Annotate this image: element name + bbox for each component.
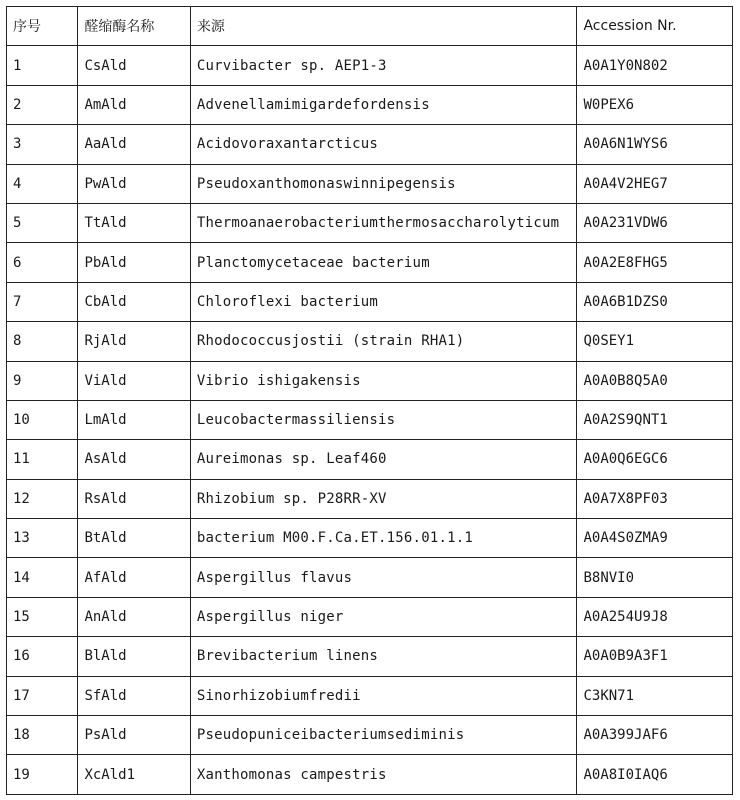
cell-index: 7 <box>7 282 78 321</box>
cell-source: Aspergillus flavus <box>190 558 577 597</box>
cell-source: Xanthomonas campestris <box>190 755 577 794</box>
cell-accession: Q0SEY1 <box>577 322 733 361</box>
cell-enzyme-name: BtAld <box>78 519 190 558</box>
cell-enzyme-name: SfAld <box>78 676 190 715</box>
cell-enzyme-name: TtAld <box>78 203 190 242</box>
cell-source: Planctomycetaceae bacterium <box>190 243 577 282</box>
cell-accession: A0A4S0ZMA9 <box>577 519 733 558</box>
aldolase-table <box>6 6 733 795</box>
cell-index: 5 <box>7 203 78 242</box>
cell-source: Acidovoraxantarcticus <box>190 125 577 164</box>
cell-accession: A0A1Y0N802 <box>577 46 733 85</box>
cell-enzyme-name: LmAld <box>78 400 190 439</box>
cell-accession: A0A0B8Q5A0 <box>577 361 733 400</box>
table-row <box>7 558 733 597</box>
table-row <box>7 85 733 124</box>
cell-source: Aspergillus niger <box>190 597 577 636</box>
table-row <box>7 282 733 321</box>
table-row <box>7 637 733 676</box>
table-row <box>7 243 733 282</box>
cell-enzyme-name: AfAld <box>78 558 190 597</box>
cell-accession: W0PEX6 <box>577 85 733 124</box>
cell-enzyme-name: XcAld1 <box>78 755 190 794</box>
cell-index: 17 <box>7 676 78 715</box>
table-row <box>7 755 733 794</box>
table-header-row <box>7 7 733 46</box>
cell-accession: A0A2S9QNT1 <box>577 400 733 439</box>
header-source: 来源 <box>190 7 577 46</box>
cell-enzyme-name: BlAld <box>78 637 190 676</box>
cell-enzyme-name: CsAld <box>78 46 190 85</box>
cell-accession: A0A2E8FHG5 <box>577 243 733 282</box>
table-row <box>7 479 733 518</box>
cell-source: Sinorhizobiumfredii <box>190 676 577 715</box>
cell-accession: B8NVI0 <box>577 558 733 597</box>
cell-enzyme-name: PwAld <box>78 164 190 203</box>
cell-accession: A0A6N1WYS6 <box>577 125 733 164</box>
cell-index: 1 <box>7 46 78 85</box>
cell-source: Aureimonas sp. Leaf460 <box>190 440 577 479</box>
table-row <box>7 597 733 636</box>
cell-index: 19 <box>7 755 78 794</box>
cell-index: 8 <box>7 322 78 361</box>
cell-source: Pseudopuniceibacteriumsediminis <box>190 716 577 755</box>
cell-index: 2 <box>7 85 78 124</box>
header-enzyme-name: 醛缩酶名称 <box>78 7 190 46</box>
cell-index: 4 <box>7 164 78 203</box>
cell-enzyme-name: ViAld <box>78 361 190 400</box>
cell-index: 18 <box>7 716 78 755</box>
cell-accession: A0A0Q6EGC6 <box>577 440 733 479</box>
cell-enzyme-name: AmAld <box>78 85 190 124</box>
cell-index: 10 <box>7 400 78 439</box>
cell-accession: A0A254U9J8 <box>577 597 733 636</box>
cell-accession: A0A399JAF6 <box>577 716 733 755</box>
cell-index: 14 <box>7 558 78 597</box>
header-index: 序号 <box>7 7 78 46</box>
table-row <box>7 676 733 715</box>
table-row <box>7 440 733 479</box>
table-body <box>7 46 733 794</box>
cell-source: Vibrio ishigakensis <box>190 361 577 400</box>
cell-accession: A0A8I0IAQ6 <box>577 755 733 794</box>
cell-source: Advenellamimigardefordensis <box>190 85 577 124</box>
table-row <box>7 519 733 558</box>
cell-source: Brevibacterium linens <box>190 637 577 676</box>
cell-enzyme-name: AaAld <box>78 125 190 164</box>
cell-index: 6 <box>7 243 78 282</box>
table-row <box>7 46 733 85</box>
cell-accession: A0A231VDW6 <box>577 203 733 242</box>
table-row <box>7 716 733 755</box>
cell-accession: A0A7X8PF03 <box>577 479 733 518</box>
table-row <box>7 164 733 203</box>
cell-index: 9 <box>7 361 78 400</box>
header-accession: Accession Nr. <box>577 7 733 46</box>
cell-enzyme-name: PbAld <box>78 243 190 282</box>
cell-source: Chloroflexi bacterium <box>190 282 577 321</box>
cell-source: Thermoanaerobacteriumthermosaccharolyticum <box>190 203 577 242</box>
cell-enzyme-name: RsAld <box>78 479 190 518</box>
cell-source: bacterium M00.F.Ca.ET.156.01.1.1 <box>190 519 577 558</box>
cell-index: 16 <box>7 637 78 676</box>
cell-index: 12 <box>7 479 78 518</box>
cell-index: 3 <box>7 125 78 164</box>
table-row <box>7 322 733 361</box>
cell-index: 13 <box>7 519 78 558</box>
cell-source: Rhodococcusjostii (strain RHA1) <box>190 322 577 361</box>
table-row <box>7 203 733 242</box>
table-row <box>7 400 733 439</box>
cell-accession: A0A6B1DZS0 <box>577 282 733 321</box>
cell-enzyme-name: AnAld <box>78 597 190 636</box>
cell-accession: A0A0B9A3F1 <box>577 637 733 676</box>
cell-source: Leucobactermassiliensis <box>190 400 577 439</box>
cell-enzyme-name: PsAld <box>78 716 190 755</box>
table-row <box>7 361 733 400</box>
cell-accession: C3KN71 <box>577 676 733 715</box>
table-row <box>7 125 733 164</box>
cell-source: Pseudoxanthomonaswinnipegensis <box>190 164 577 203</box>
cell-source: Rhizobium sp. P28RR-XV <box>190 479 577 518</box>
cell-source: Curvibacter sp. AEP1-3 <box>190 46 577 85</box>
cell-accession: A0A4V2HEG7 <box>577 164 733 203</box>
cell-index: 11 <box>7 440 78 479</box>
cell-enzyme-name: RjAld <box>78 322 190 361</box>
cell-index: 15 <box>7 597 78 636</box>
cell-enzyme-name: CbAld <box>78 282 190 321</box>
cell-enzyme-name: AsAld <box>78 440 190 479</box>
